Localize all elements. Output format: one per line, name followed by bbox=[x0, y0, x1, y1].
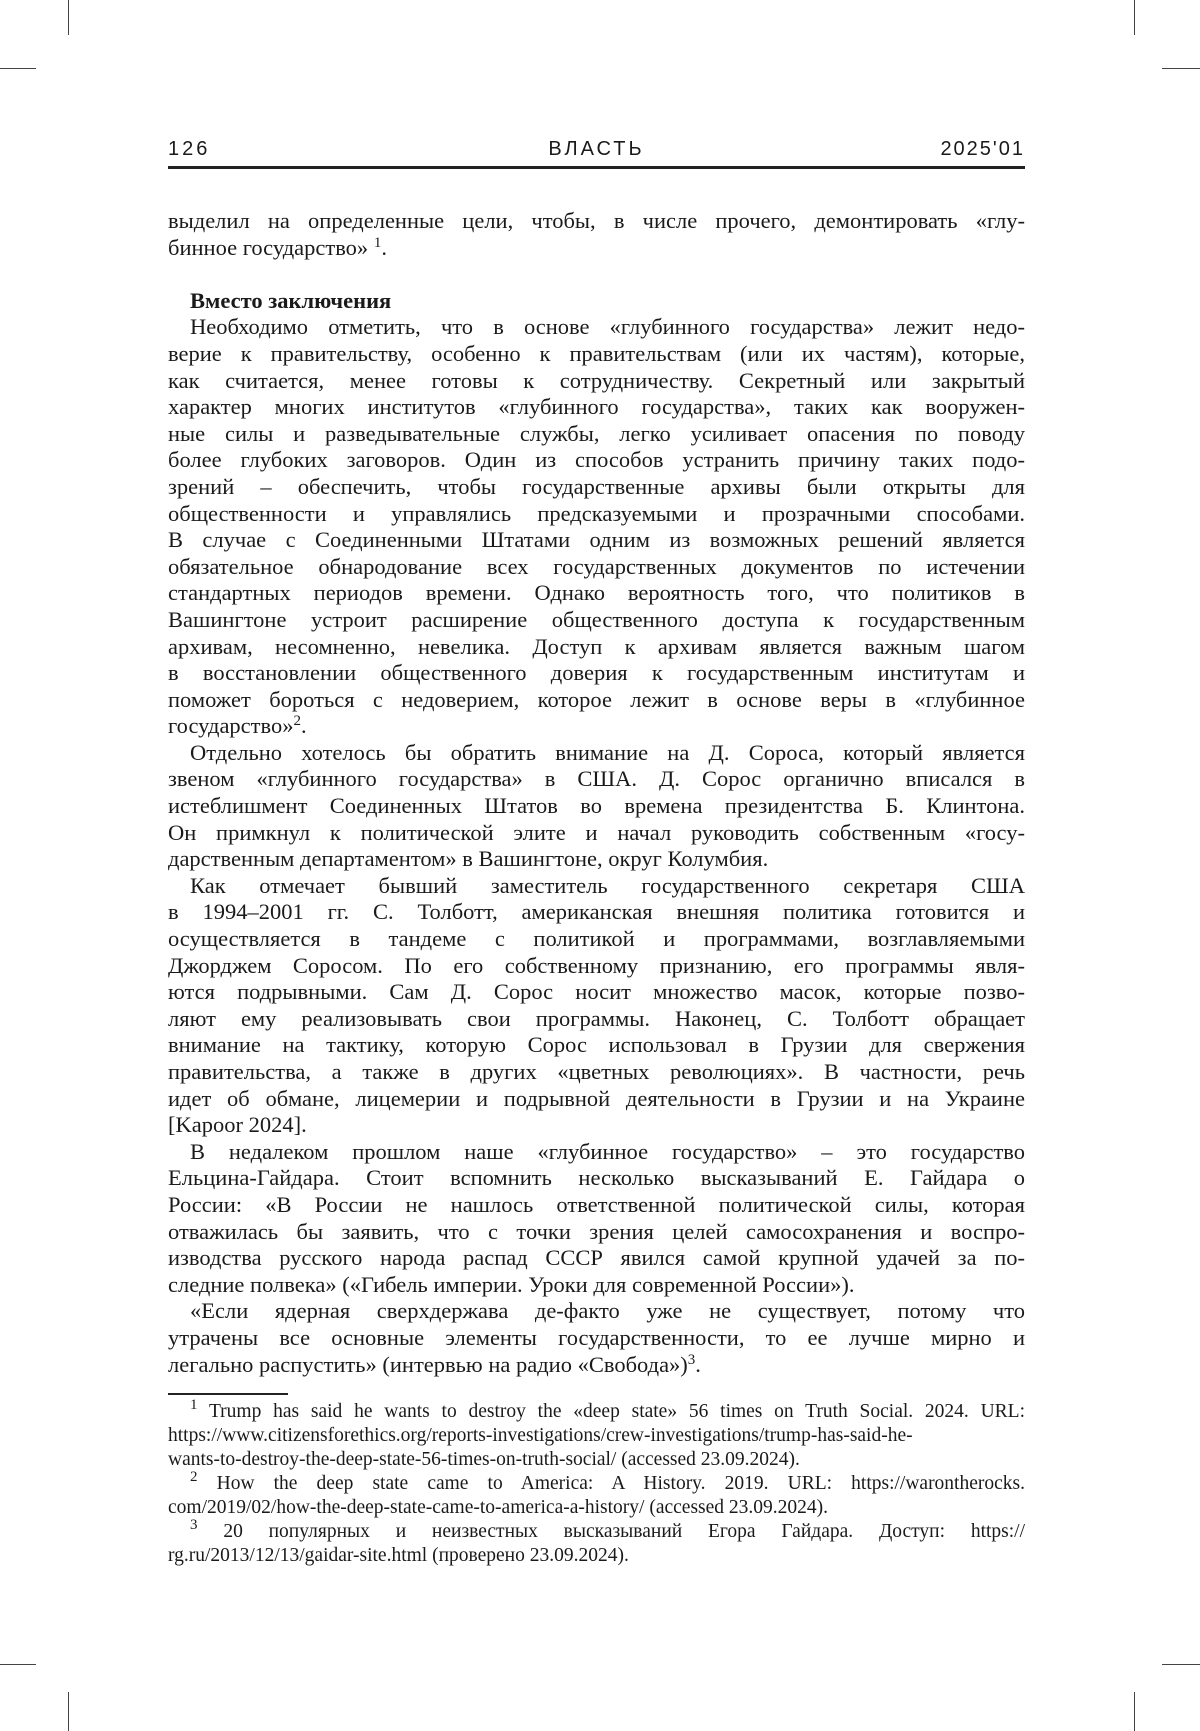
text-line: поможет бороться с недоверием, которое лежит в основе веры в «глубинное bbox=[168, 687, 1025, 714]
text-line: России: «В России не нашлось ответственной политической силы, которая bbox=[168, 1192, 1025, 1219]
text-line: бинное государство» 1. bbox=[168, 235, 1025, 262]
crop-mark bbox=[0, 68, 36, 69]
text-line: Джорджем Соросом. По его собственному признанию, его программы явля- bbox=[168, 953, 1025, 980]
section-title: Вместо заключения bbox=[168, 288, 1025, 315]
text-line: зрений – обеспечить, чтобы государственные архивы были открыты для bbox=[168, 474, 1025, 501]
text-line: более глубоких заговоров. Один из способов устранить причину таких подо- bbox=[168, 447, 1025, 474]
text-line: изводства русского народа распад СССР явился самой крупной удачей за по- bbox=[168, 1245, 1025, 1272]
text-line: характер многих институтов «глубинного государства», таких как вооружен- bbox=[168, 394, 1025, 421]
text-line: правительства, а также в других «цветных революциях». В частности, речь bbox=[168, 1059, 1025, 1086]
text-line: «Если ядерная сверхдержава де-факто уже не существует, потому что bbox=[168, 1298, 1025, 1325]
text-line: Как отмечает бывший заместитель государственного секретаря США bbox=[168, 873, 1025, 900]
footnote bbox=[168, 1472, 1025, 1520]
paragraph bbox=[168, 740, 1025, 873]
text-line: в восстановлении общественного доверия к государственным институтам и bbox=[168, 660, 1025, 687]
crop-mark bbox=[1162, 68, 1200, 69]
footnote-separator bbox=[168, 1393, 288, 1395]
paragraph bbox=[168, 1139, 1025, 1299]
text-line: верие к правительству, особенно к правительствам (или их частям), которые, bbox=[168, 341, 1025, 368]
text-line: Он примкнул к политической элите и начал руководить собственным «госу- bbox=[168, 820, 1025, 847]
footnote-line: 3 20 популярных и неизвестных высказываний Егора Гайдара. Доступ: https:// bbox=[168, 1520, 1025, 1544]
footnote-line: rg.ru/2013/12/13/gaidar-site.html (проверено 23.09.2024). bbox=[168, 1544, 1025, 1568]
text-line: архивам, несомненно, невелика. Доступ к архивам является важным шагом bbox=[168, 634, 1025, 661]
crop-mark bbox=[68, 0, 69, 35]
paragraph bbox=[168, 873, 1025, 1139]
footnote-number: 3 bbox=[190, 1517, 198, 1533]
text-line: Ельцина-Гайдара. Стоит вспомнить несколько высказываний Е. Гайдара о bbox=[168, 1165, 1025, 1192]
text-line: В недалеком прошлом наше «глубинное государство» – это государство bbox=[168, 1139, 1025, 1166]
text-line: истеблишмент Соединенных Штатов во времена президентства Б. Клинтона. bbox=[168, 793, 1025, 820]
footnote-line: wants-to-destroy-the-deep-state-56-times-on-truth-social/ (accessed 23.09.2024). bbox=[168, 1448, 1025, 1472]
body-text bbox=[168, 208, 1025, 1378]
text-line: [Kapoor 2024]. bbox=[168, 1112, 1025, 1139]
text-line: стандартных периодов времени. Однако вероятность того, что политиков в bbox=[168, 580, 1025, 607]
footnote-ref: 2 bbox=[293, 713, 301, 729]
text-line: Вашингтоне устроит расширение общественного доступа к государственным bbox=[168, 607, 1025, 634]
text-line: общественности и управлялись предсказуемыми и прозрачными способами. bbox=[168, 501, 1025, 528]
text-line: отважилась бы заявить, что с точки зрения целей самосохранения и воспро- bbox=[168, 1219, 1025, 1246]
paragraph bbox=[168, 314, 1025, 740]
text-line: ные силы и разведывательные службы, легко усиливает опасения по поводу bbox=[168, 421, 1025, 448]
text-line: легально распустить» (интервью на радио «Свобода»)3. bbox=[168, 1352, 1025, 1379]
text-line: ляют ему реализовывать свои программы. Наконец, С. Толботт обращает bbox=[168, 1006, 1025, 1033]
text-line: ются подрывными. Сам Д. Сорос носит множество масок, которые позво- bbox=[168, 979, 1025, 1006]
text-line: Отдельно хотелось бы обратить внимание на Д. Сороса, который является bbox=[168, 740, 1025, 767]
text-line: утрачены все основные элементы государственности, то ее лучше мирно и bbox=[168, 1325, 1025, 1352]
text-line: в 1994–2001 гг. С. Толботт, американская внешняя политика готовится и bbox=[168, 899, 1025, 926]
text-line: дарственным департаментом» в Вашингтоне, округ Колумбия. bbox=[168, 846, 1025, 873]
text-line: звеном «глубинного государства» в США. Д. Сорос органично вписался в bbox=[168, 766, 1025, 793]
crop-mark bbox=[68, 1692, 69, 1731]
header-rule bbox=[168, 166, 1025, 169]
text-line: обязательное обнародование всех государственных документов по истечении bbox=[168, 554, 1025, 581]
crop-mark bbox=[1134, 1692, 1135, 1731]
paragraph bbox=[168, 1298, 1025, 1378]
text-line: осуществляется в тандеме с политикой и программами, возглавляемыми bbox=[168, 926, 1025, 953]
footnote-number: 1 bbox=[190, 1397, 198, 1413]
text-line: выделил на определенные цели, чтобы, в числе прочего, демонтировать «глу- bbox=[168, 208, 1025, 235]
text-line: внимание на тактику, которую Сорос использовал в Грузии для свержения bbox=[168, 1032, 1025, 1059]
text-line: следние полвека» («Гибель империи. Уроки для современной России»). bbox=[168, 1272, 1025, 1299]
footnote-ref: 1 bbox=[374, 235, 382, 251]
running-header bbox=[168, 138, 1025, 168]
text-line: Необходимо отметить, что в основе «глубинного государства» лежит недо- bbox=[168, 314, 1025, 341]
footnote-ref: 3 bbox=[688, 1352, 696, 1368]
footnote-number: 2 bbox=[190, 1469, 198, 1485]
text-line: государство»2. bbox=[168, 713, 1025, 740]
text-line: идет об обмане, лицемерии и подрывной деятельности в Грузии и на Украине bbox=[168, 1086, 1025, 1113]
footnote-line: https://www.citizensforethics.org/reports-investigations/crew-investigations/trump-has-said-he- bbox=[168, 1424, 1025, 1448]
crop-mark bbox=[0, 1664, 36, 1665]
text-line: как считается, менее готовы к сотрудничеству. Секретный или закрытый bbox=[168, 368, 1025, 395]
footnote-line: 2 How the deep state came to America: A History. 2019. URL: https://warontherocks. bbox=[168, 1472, 1025, 1496]
crop-mark bbox=[1162, 1664, 1200, 1665]
footnote-line: com/2019/02/how-the-deep-state-came-to-america-a-history/ (accessed 23.09.2024). bbox=[168, 1496, 1025, 1520]
footnote bbox=[168, 1520, 1025, 1568]
journal-title: ВЛАСТЬ bbox=[168, 138, 1025, 161]
page-number: 126 bbox=[168, 138, 210, 161]
crop-mark bbox=[1134, 0, 1135, 35]
footnote-line: 1 Trump has said he wants to destroy the «deep state» 56 times on Truth Social. 2024. URL: bbox=[168, 1400, 1025, 1424]
footnotes bbox=[168, 1400, 1025, 1568]
text-line: В случае с Соединенными Штатами одним из возможных решений является bbox=[168, 527, 1025, 554]
footnote bbox=[168, 1400, 1025, 1472]
issue-number: 2025'01 bbox=[940, 138, 1025, 161]
